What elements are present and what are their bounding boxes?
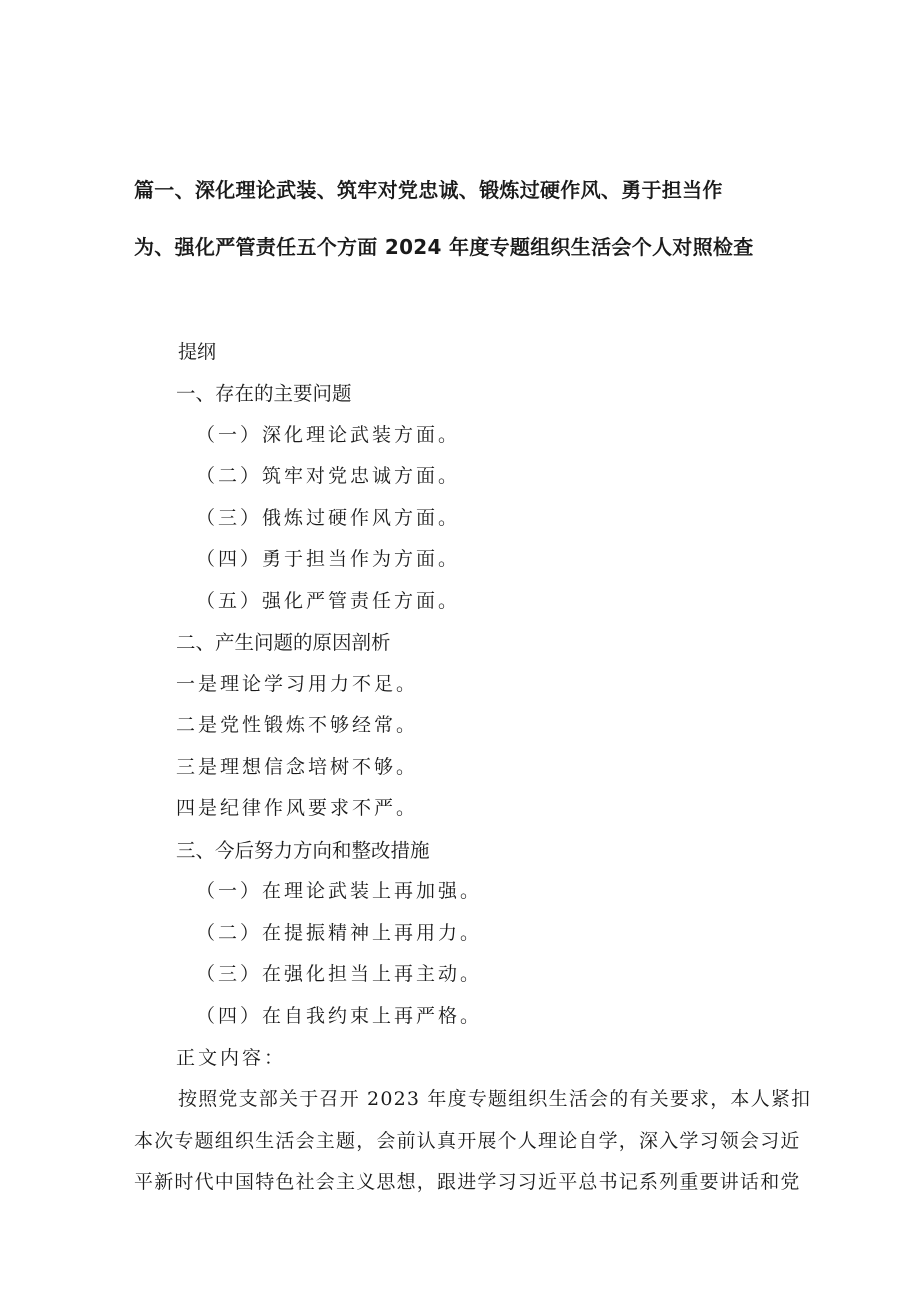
document-title-line-1: 篇一、深化理论武装、筑牢对党忠诚、锻炼过硬作风、勇于担当作	[134, 178, 723, 202]
body-paragraph-line: 按照党支部关于召开 2023 年度专题组织生活会的有关要求，本人紧扣	[178, 1088, 812, 1110]
section-2-item: 一是理论学习用力不足。	[176, 673, 419, 695]
section-3-item: （一）在理论武装上再加强。	[196, 880, 483, 902]
outline-label: 提纲	[178, 341, 217, 363]
section-1-item: （四）勇于担当作为方面。	[196, 548, 461, 570]
body-label: 正文内容：	[176, 1047, 287, 1069]
section-2-item: 三是理想信念培树不够。	[176, 756, 419, 778]
body-paragraph-line: 本次专题组织生活会主题，会前认真开展个人理论自学，深入学习领会习近	[134, 1130, 801, 1152]
section-2-heading: 二、产生问题的原因剖析	[176, 631, 391, 654]
section-1-item: （二）筑牢对党忠诚方面。	[196, 465, 461, 487]
section-3-item: （二）在提振精神上再用力。	[196, 922, 483, 944]
section-2-item: 二是党性锻炼不够经常。	[176, 714, 419, 736]
section-1-heading: 一、存在的主要问题	[176, 382, 352, 405]
section-3-item: （四）在自我约束上再严格。	[196, 1005, 483, 1027]
section-1-item: （三）俄炼过硬作风方面。	[196, 507, 461, 529]
section-1-item: （一）深化理论武装方面。	[196, 424, 461, 446]
section-3-heading: 三、今后努力方向和整改措施	[176, 839, 430, 862]
section-1-item: （五）强化严管责任方面。	[196, 590, 461, 612]
document-title-line-2: 为、强化严管责任五个方面 2024 年度专题组织生活会个人对照检查	[134, 235, 754, 259]
body-paragraph-line: 平新时代中国特色社会主义思想，跟进学习习近平总书记系列重要讲话和党	[134, 1171, 801, 1193]
section-2-item: 四是纪律作风要求不严。	[176, 797, 419, 819]
section-3-item: （三）在强化担当上再主动。	[196, 963, 483, 985]
